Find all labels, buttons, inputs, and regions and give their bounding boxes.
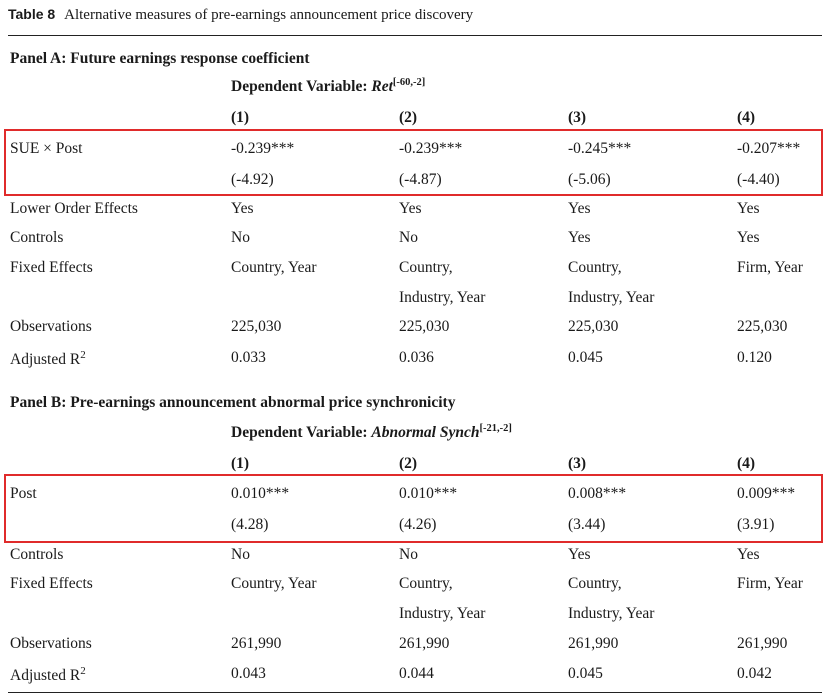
panel-a-table-cell: (-4.92) — [231, 171, 274, 188]
panel-b-row-label: Controls — [10, 546, 64, 563]
panel-b-table-cell: 261,990 — [399, 635, 450, 652]
table-title: Alternative measures of pre-earnings announcement price discovery — [64, 7, 474, 23]
panel-a-table-cell: Country, — [568, 259, 622, 276]
panel-b-table-cell: 261,990 — [737, 635, 788, 652]
panel-a-row-label: Lower Order Effects — [10, 200, 138, 217]
panel-b-column-header-3: (3) — [568, 455, 587, 472]
top-rule — [8, 35, 822, 36]
panel-a-table-cell: Yes — [231, 200, 254, 217]
panel-b-title: Panel B: Pre-earnings announcement abnormal price synchronicity — [10, 394, 456, 411]
panel-a-column-header-2: (2) — [399, 109, 418, 126]
panel-a-table-cell: (-4.87) — [399, 171, 442, 188]
panel-a-dep-var: Ret — [371, 78, 393, 96]
panel-a-column-header-4: (4) — [737, 109, 756, 126]
panel-a-table-cell: -0.245*** — [568, 140, 632, 157]
panel-b-table-cell: Country, — [399, 575, 453, 592]
panel-a-table-cell: -0.239*** — [399, 140, 463, 157]
panel-b-table-cell: No — [231, 546, 250, 563]
panel-b-column-header-2: (2) — [399, 455, 418, 472]
panel-b-highlight-box — [4, 474, 823, 543]
panel-b-dep-window: [-21,-2] — [479, 423, 512, 434]
panel-b-table-cell: (4.26) — [399, 516, 437, 533]
panel-b-table-cell: Yes — [568, 546, 591, 563]
panel-b-table-cell: 0.009*** — [737, 485, 796, 502]
panel-b-table-cell: Yes — [737, 546, 760, 563]
panel-a-row-label: SUE × Post — [10, 140, 83, 157]
panel-a-table-cell: Yes — [737, 200, 760, 217]
panel-b-table-cell: Country, Year — [231, 575, 317, 592]
panel-b-table-cell: 0.008*** — [568, 485, 627, 502]
panel-a-table-cell: 225,030 — [231, 318, 282, 335]
panel-b-table-cell: Country, — [568, 575, 622, 592]
table-caption — [8, 6, 473, 24]
panel-b-table-cell: 0.043 — [231, 665, 266, 682]
panel-a-table-cell: Industry, Year — [399, 289, 486, 306]
bottom-rule — [8, 692, 822, 693]
panel-a-dep-window: [-60,-2] — [392, 77, 426, 88]
panel-b-table-cell: Industry, Year — [568, 605, 655, 622]
panel-a-table-cell: Firm, Year — [737, 259, 803, 276]
panel-b-table-cell: (3.91) — [737, 516, 775, 533]
panel-b-table-cell: 261,990 — [231, 635, 282, 652]
panel-b-table-cell: 0.010*** — [399, 485, 458, 502]
panel-a-table-cell: Country, Year — [231, 259, 317, 276]
panel-b-table-cell: 0.010*** — [231, 485, 290, 502]
panel-a-table-cell: 0.045 — [568, 349, 603, 366]
panel-b-table-cell: 0.042 — [737, 665, 772, 682]
table-number: Table 8 — [8, 6, 56, 22]
panel-a-table-cell: Yes — [399, 200, 422, 217]
panel-b-table-cell: (4.28) — [231, 516, 269, 533]
panel-b-column-header-1: (1) — [231, 455, 250, 472]
panel-a-row-label: Fixed Effects — [10, 259, 93, 276]
panel-a-table-cell: Industry, Year — [568, 289, 655, 306]
panel-a-dependent-variable: Dependent Variable: Ret[-60,-2] — [231, 77, 426, 96]
panel-b-table-cell: No — [399, 546, 418, 563]
panel-a-table-cell: 225,030 — [737, 318, 788, 335]
panel-a-table-cell: Country, — [399, 259, 453, 276]
panel-a-table-cell: -0.207*** — [737, 140, 801, 157]
panel-b-row-label: Adjusted $R^2$ — [10, 665, 86, 685]
panel-b-row-label: Observations — [10, 635, 92, 652]
panel-b-table-cell: Firm, Year — [737, 575, 803, 592]
panel-b-table-cell: 0.044 — [399, 665, 434, 682]
panel-a-row-label: Controls — [10, 229, 64, 246]
panel-b-table-cell: 0.045 — [568, 665, 603, 682]
panel-a-row-label: Observations — [10, 318, 92, 335]
panel-b-table-cell: 261,990 — [568, 635, 619, 652]
panel-a-table-cell: No — [399, 229, 418, 246]
panel-a-table-cell: No — [231, 229, 250, 246]
panel-a-column-header-3: (3) — [568, 109, 587, 126]
panel-a-table-cell: (-5.06) — [568, 171, 611, 188]
panel-a-table-cell: 0.036 — [399, 349, 434, 366]
panel-a-table-cell: Yes — [737, 229, 760, 246]
panel-a-row-label: Adjusted $R^2$ — [10, 349, 86, 369]
panel-b-dep-var: Abnormal Synch — [371, 424, 480, 442]
panel-b-row-label: Fixed Effects — [10, 575, 93, 592]
panel-a-table-cell: Yes — [568, 229, 591, 246]
panel-a-table-cell: 0.033 — [231, 349, 266, 366]
panel-a-table-cell: Yes — [568, 200, 591, 217]
panel-b-dependent-variable: Dependent Variable: Abnormal Synch[-21,-2] — [231, 423, 512, 442]
panel-a-table-cell: 225,030 — [568, 318, 619, 335]
panel-a-table-cell: 0.120 — [737, 349, 772, 366]
panel-b-table-cell: Industry, Year — [399, 605, 486, 622]
panel-a-column-header-1: (1) — [231, 109, 250, 126]
panel-b-table-cell: (3.44) — [568, 516, 606, 533]
panel-b-row-label: Post — [10, 485, 37, 502]
panel-a-table-cell: (-4.40) — [737, 171, 780, 188]
panel-a-highlight-box — [4, 129, 823, 196]
panel-a-table-cell: 225,030 — [399, 318, 450, 335]
panel-a-table-cell: -0.239*** — [231, 140, 295, 157]
panel-a-title: Panel A: Future earnings response coefficient — [10, 50, 310, 67]
panel-b-column-header-4: (4) — [737, 455, 756, 472]
